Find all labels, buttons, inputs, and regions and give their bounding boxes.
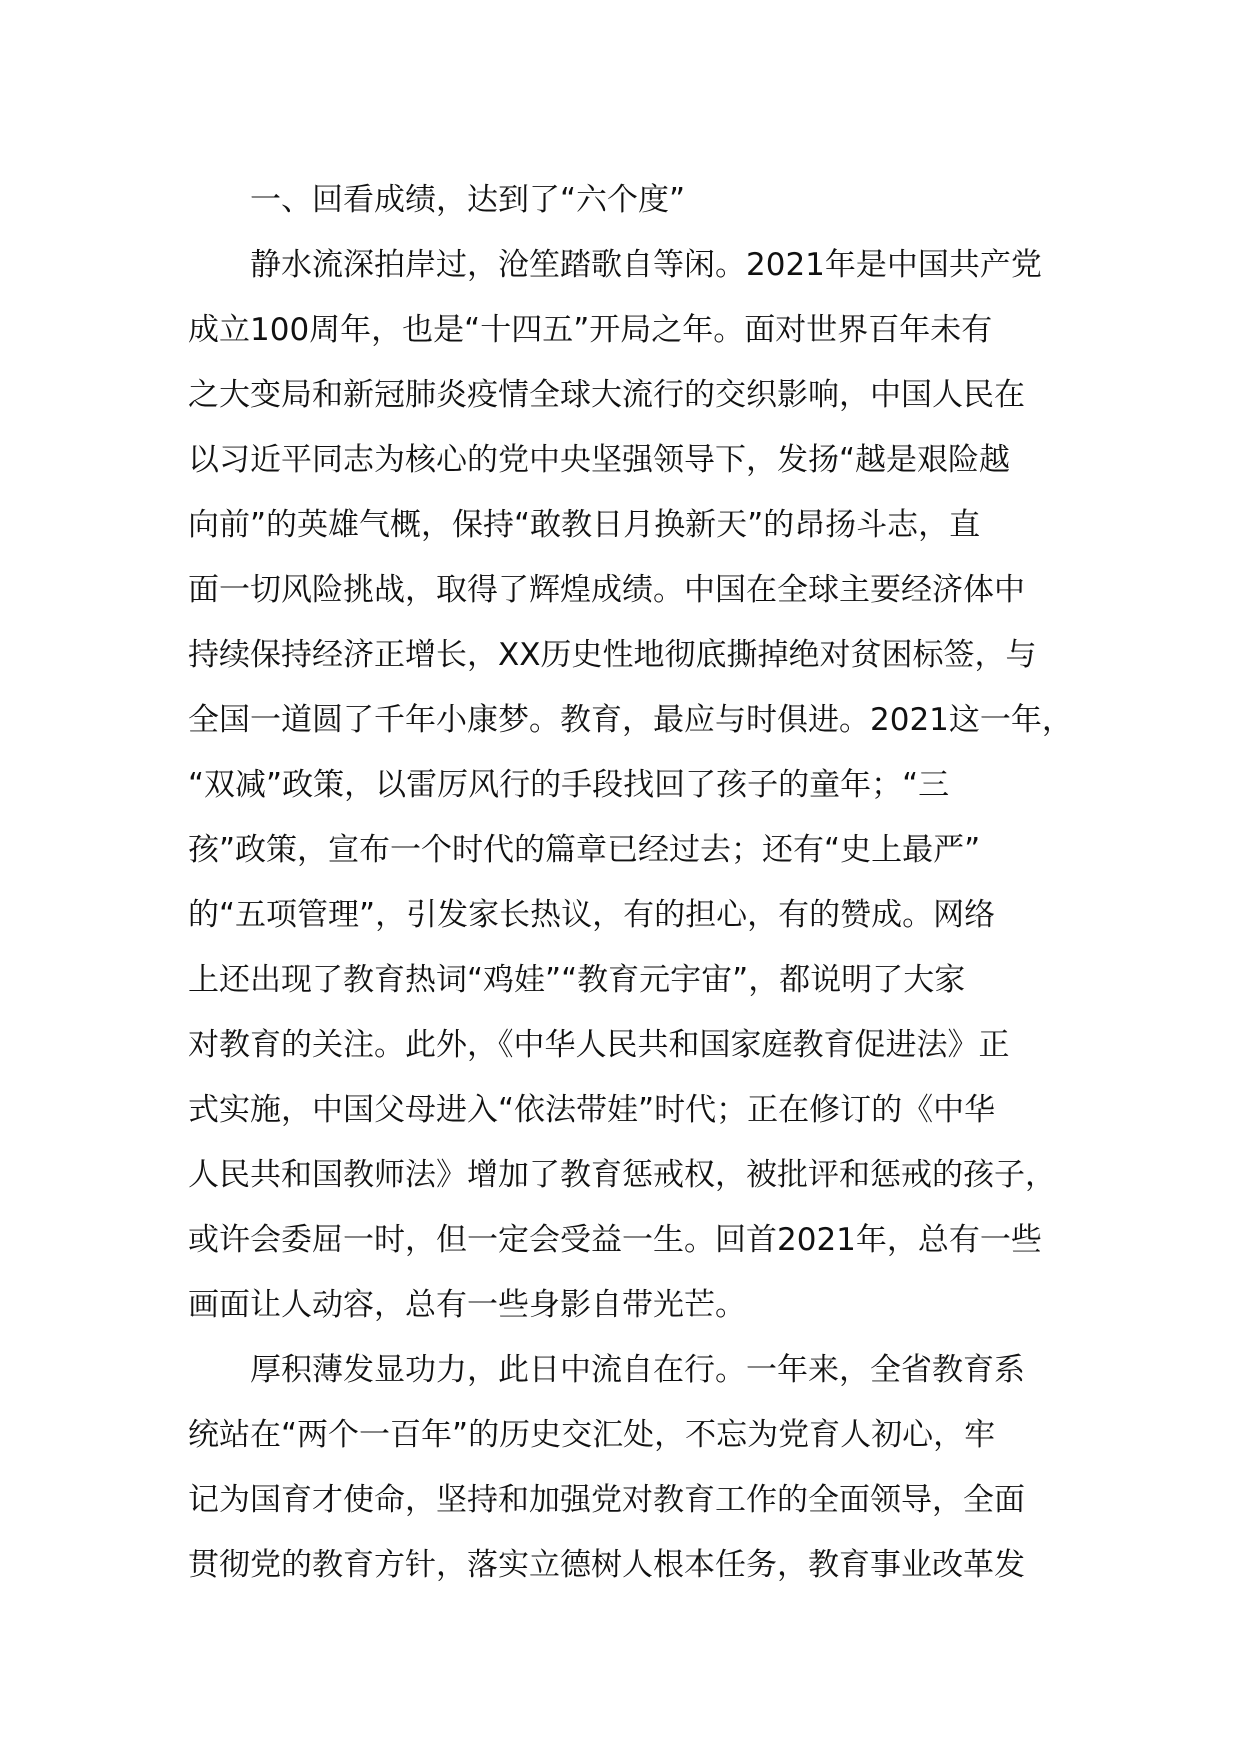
paragraph-2 bbox=[188, 1338, 1060, 1598]
paragraph-line: 成立100周年，也是“十四五”开局之年。面对世界百年未有 bbox=[188, 312, 993, 348]
paragraph-line: “双减”政策，以雷厉风行的手段找回了孩子的童年；“三 bbox=[188, 767, 950, 803]
paragraph-line: 之大变局和新冠肺炎疫情全球大流行的交织影响，中国人民在 bbox=[188, 377, 1025, 413]
paragraph-1 bbox=[188, 233, 1073, 1338]
paragraph-line: 孩”政策，宣布一个时代的篇章已经过去；还有“史上最严” bbox=[188, 832, 981, 868]
section-heading: 一、回看成绩，达到了“六个度” bbox=[250, 182, 686, 218]
paragraph-line: 记为国育才使命，坚持和加强党对教育工作的全面领导，全面 bbox=[188, 1482, 1025, 1518]
paragraph-line: 面一切风险挑战，取得了辉煌成绩。中国在全球主要经济体中 bbox=[188, 572, 1025, 608]
paragraph-line: 静水流深拍岸过，沧笙踏歌自等闲。2021年是中国共产党 bbox=[250, 247, 1042, 283]
paragraph-line: 式实施，中国父母进入“依法带娃”时代；正在修订的《中华 bbox=[188, 1092, 996, 1128]
paragraph-line: 画面让人动容，总有一些身影自带光芒。 bbox=[188, 1287, 746, 1323]
paragraph-line: 全国一道圆了千年小康梦。教育，最应与时俱进。2021这一年， bbox=[188, 702, 1073, 738]
paragraph-line: 人民共和国教师法》增加了教育惩戒权，被批评和惩戒的孩子， bbox=[188, 1157, 1056, 1193]
paragraph-line: 贯彻党的教育方针，落实立德树人根本任务，教育事业改革发 bbox=[188, 1547, 1025, 1583]
paragraph-line: 对教育的关注。此外，《中华人民共和国家庭教育促进法》正 bbox=[188, 1027, 1010, 1063]
paragraph-line: 或许会委屈一时，但一定会受益一生。回首2021年，总有一些 bbox=[188, 1222, 1042, 1258]
document-body bbox=[188, 168, 1073, 1598]
paragraph-line: 的“五项管理”，引发家长热议，有的担心，有的赞成。网络 bbox=[188, 897, 996, 933]
paragraph-line: 以习近平同志为核心的党中央坚强领导下，发扬“越是艰险越 bbox=[188, 442, 1011, 478]
paragraph-line: 上还出现了教育热词“鸡娃”“教育元宇宙”，都说明了大家 bbox=[188, 962, 966, 998]
paragraph-line: 向前”的英雄气概，保持“敢教日月换新天”的昂扬斗志，直 bbox=[188, 507, 981, 543]
paragraph-line: 持续保持经济正增长，XX历史性地彻底撕掉绝对贫困标签，与 bbox=[188, 637, 1037, 673]
paragraph-line: 统站在“两个一百年”的历史交汇处，不忘为党育人初心，牢 bbox=[188, 1417, 996, 1453]
paragraph-line: 厚积薄发显功力，此日中流自在行。一年来，全省教育系 bbox=[250, 1352, 1025, 1388]
